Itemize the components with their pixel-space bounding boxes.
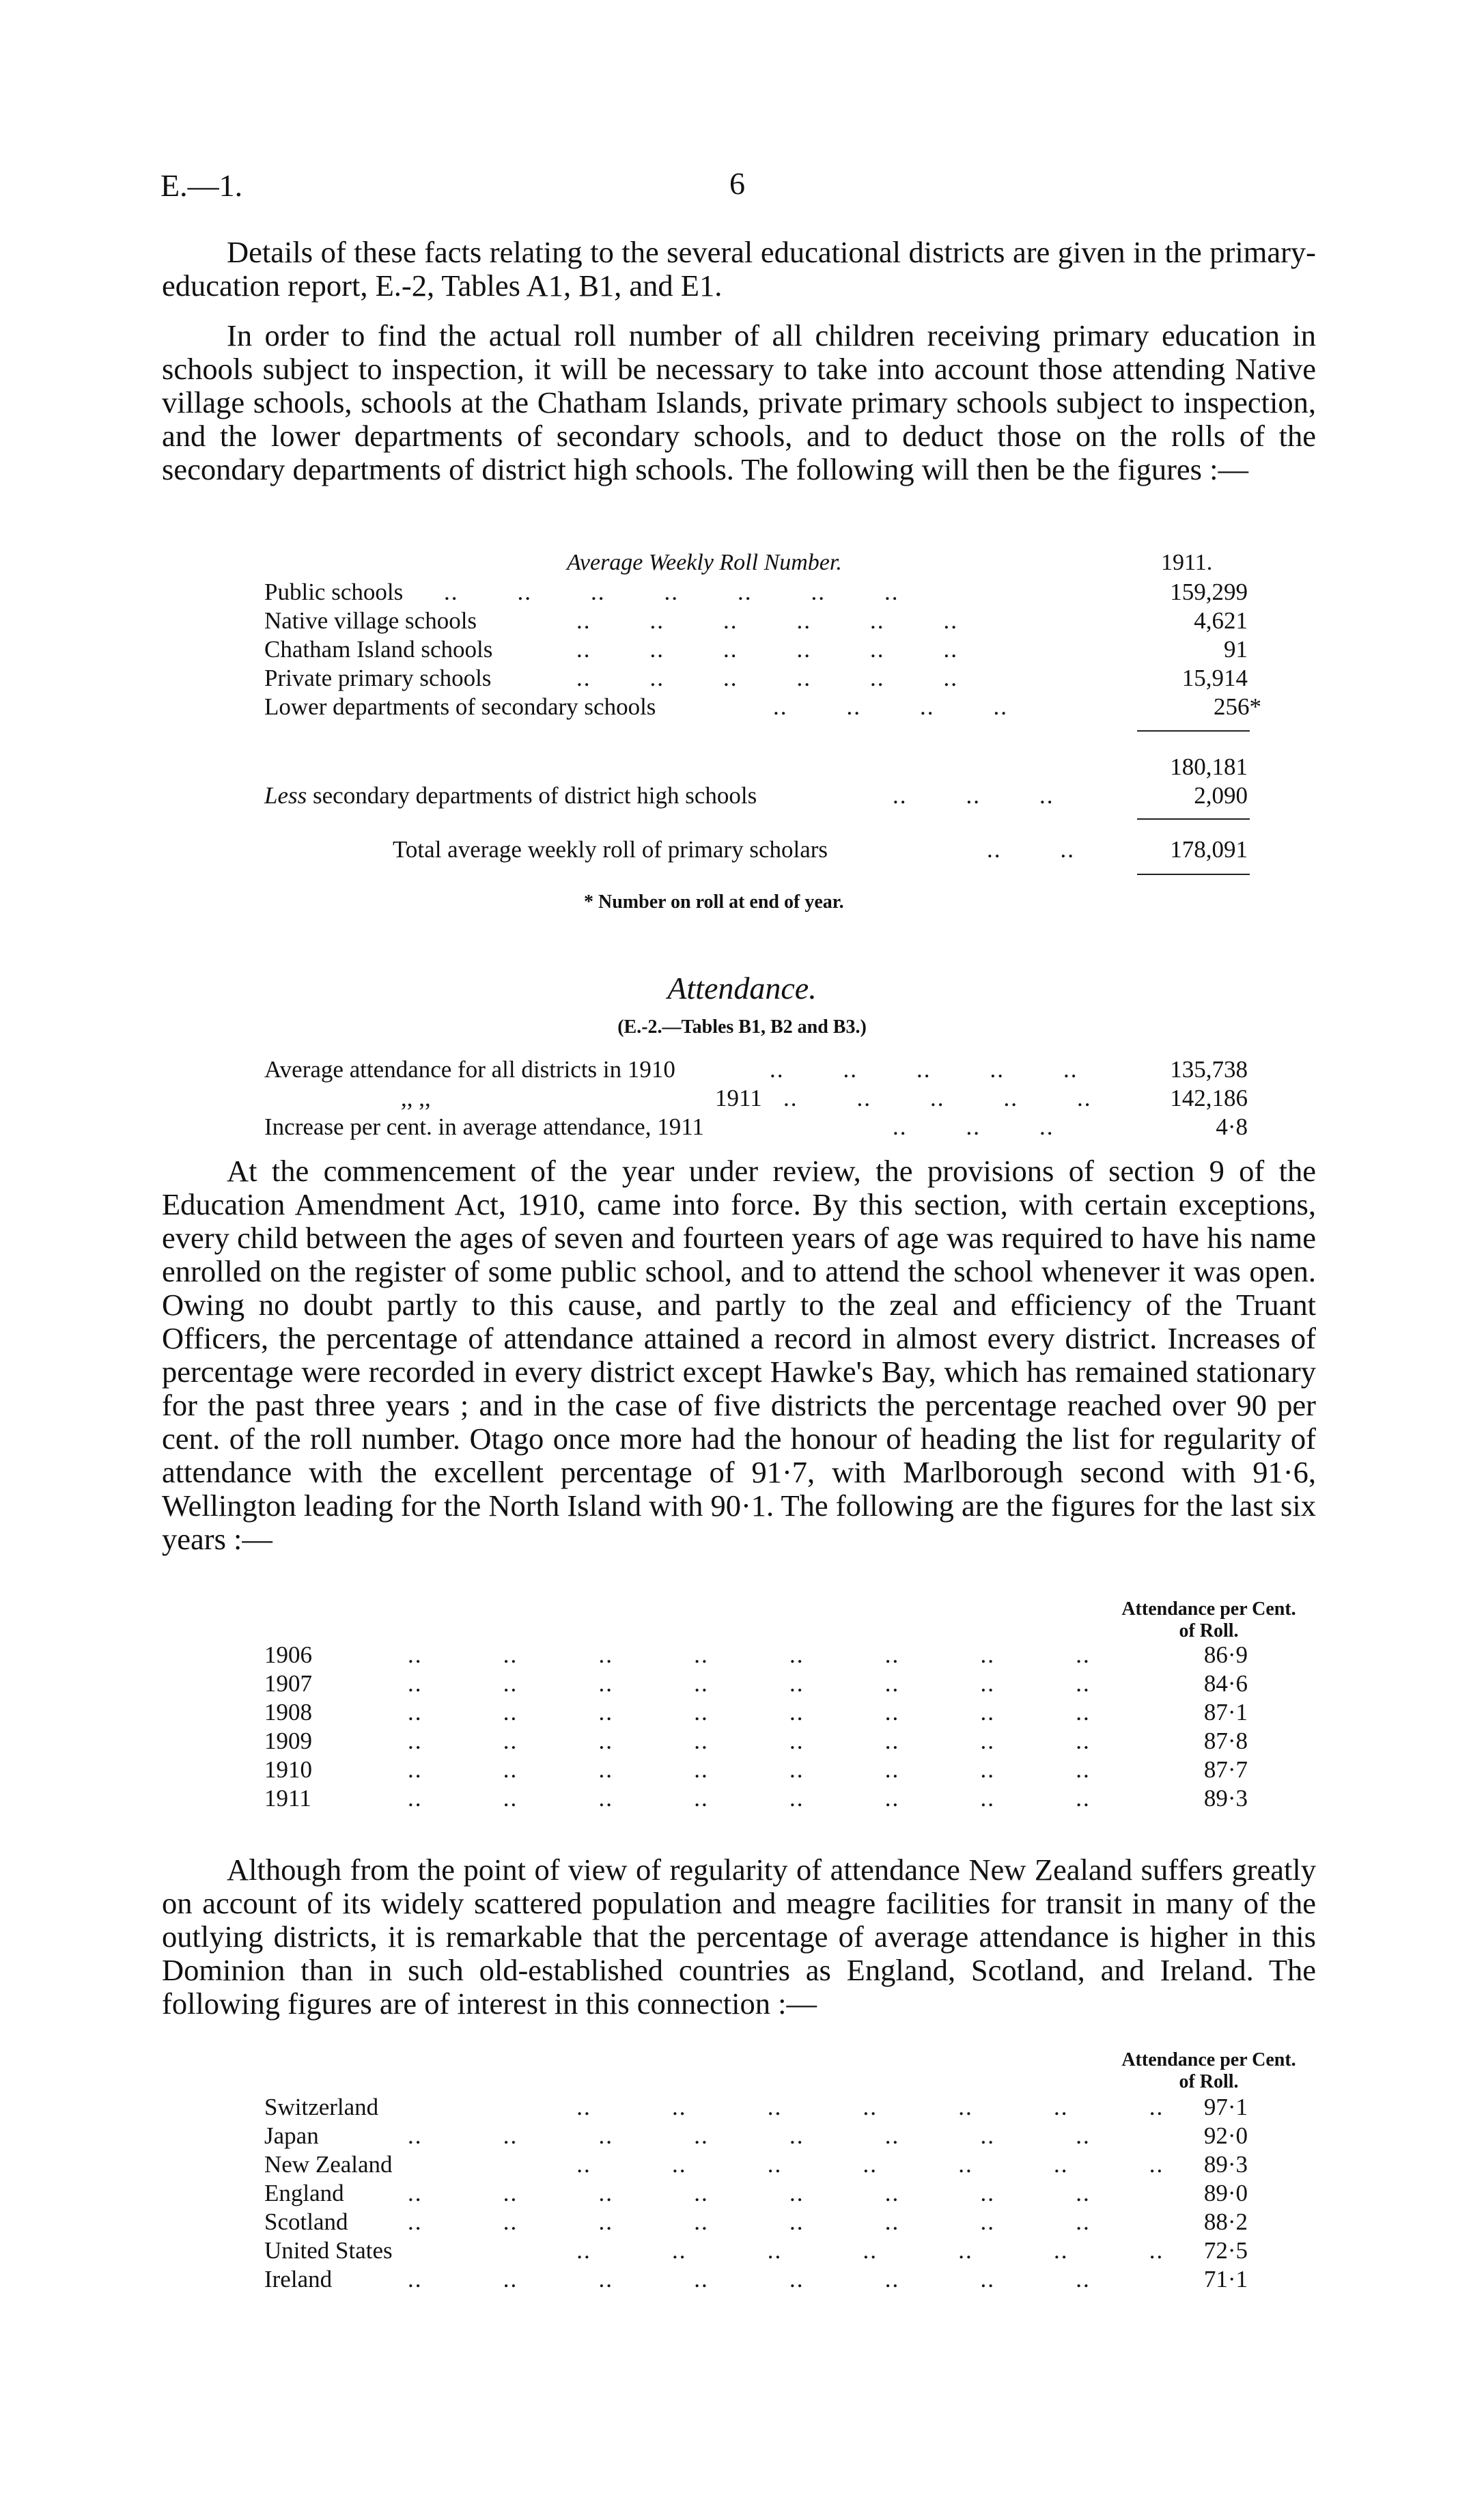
- paragraph-attendance: At the commencement of the year under review, the provisions of section 9 of the Education Amendment Act, 1910, came into force. By this section, with certain exceptions, every child between the ages of seven and fourteen years of age was required to have his name enrolled on the register of some public school, and to attend the school whenever it was open. Owing no doubt partly to this cause, and partly to the zeal and efficiency of the Truant Officers, the percentage of attendance attained a record in almost every district. Increases of percentage were recorded in every district except Hawke's Bay, which has remained stationary for the past three years ; and in the case of five districts the percentage reached over 90 per cent. of the roll number. Otago once more had the honour of heading the list for regularity of attendance with the excellent percentage of 91·7, with Marlborough second with 91·6, Wellington leading for the North Island with 90·1. The following are the figures for the last six years :—: [162, 1154, 1316, 1556]
- roll-row: Native village schools .. .. .. .. .. .. 4,621: [264, 607, 1248, 634]
- report-code: E.—1.: [160, 168, 243, 203]
- paragraph-roll-intro: In order to find the actual roll number of all children receiving primary education in schools subject to inspection, it will be necessary to take into account those attending Native village schools, schools at the Chatham Islands, private primary schools subject to inspection, and the lower departments of secondary schools, and to deduct those on the rolls of the secondary departments of district high schools. The following will then be the figures :—: [162, 318, 1316, 486]
- country-row: Scotland .. .. .. .. .. .. .. .. 88·2: [264, 2208, 1248, 2235]
- roll-total-row: Total average weekly roll of primary scholars .. .. 178,091: [393, 836, 1248, 863]
- attendance-row: Increase per cent. in average attendance, 1911 .. .. .. 4·8: [264, 1113, 1248, 1140]
- attendance-heading: Attendance.: [667, 971, 817, 1006]
- countries-table-heading: Attendance per Cent. of Roll.: [1121, 2049, 1296, 2092]
- attendance-row: Average attendance for all districts in 1910 .. .. .. .. .. 135,738: [264, 1056, 1248, 1083]
- year-row: 1910 .. .. .. .. .. .. .. .. 87·7: [264, 1756, 1248, 1783]
- roll-footnote: * Number on roll at end of year.: [584, 891, 844, 913]
- roll-row: Public schools .. .. .. .. .. .. .. 159,299: [264, 579, 1248, 605]
- country-row: England .. .. .. .. .. .. .. .. 89·0: [264, 2180, 1248, 2206]
- roll-table-heading: Average Weekly Roll Number.: [567, 550, 842, 575]
- attendance-row: ,, ,, 1911 .. .. .. .. .. 142,186: [401, 1085, 1248, 1111]
- paragraph-comparison: Although from the point of view of regularity of attendance New Zealand suffers greatly on account of its widely scattered population and meagre facilities for transit in many of the outlying districts, it is remarkable that the percentage of average attendance is higher in this Dominion than in such old-established countries as England, Scotland, and Ireland. The following figures are of interest in this connection :—: [162, 1853, 1316, 2021]
- roll-less-row: Less secondary departments of district high schools .. .. .. 2,090: [264, 782, 1248, 809]
- attendance-subheading: (E.-2.—Tables B1, B2 and B3.): [617, 1016, 867, 1038]
- country-row: Japan .. .. .. .. .. .. .. .. 92·0: [264, 2122, 1248, 2149]
- country-row: New Zealand .. .. .. .. .. .. .. 89·3: [264, 2151, 1248, 2178]
- country-row: Ireland .. .. .. .. .. .. .. .. 71·1: [264, 2266, 1248, 2292]
- total-rule: [1137, 818, 1250, 820]
- roll-row: Private primary schools .. .. .. .. .. .. 15,914: [264, 665, 1248, 691]
- year-row: 1911 .. .. .. .. .. .. .. .. 89·3: [264, 1785, 1248, 1812]
- country-row: Switzerland .. .. .. .. .. .. .. 97·1: [264, 2094, 1248, 2120]
- year-row: 1907 .. .. .. .. .. .. .. .. 84·6: [264, 1670, 1248, 1697]
- year-row: 1906 .. .. .. .. .. .. .. .. 86·9: [264, 1641, 1248, 1668]
- roll-row: Chatham Island schools .. .. .. .. .. .. 91: [264, 636, 1248, 663]
- country-row: United States .. .. .. .. .. .. .. 72·5: [264, 2237, 1248, 2264]
- page-number: 6: [729, 166, 745, 201]
- roll-subtotal: 180,181: [1170, 753, 1248, 780]
- roll-row: Lower departments of secondary schools .. .. .. .. 256*: [264, 693, 1261, 720]
- year-row: 1908 .. .. .. .. .. .. .. .. 87·1: [264, 1699, 1248, 1725]
- paragraph-details: Details of these facts relating to the several educational districts are given in the primary-education report, E.-2, Tables A1, B1, and E1.: [162, 235, 1316, 303]
- subtotal-rule: [1137, 730, 1250, 732]
- year-row: 1909 .. .. .. .. .. .. .. .. 87·8: [264, 1728, 1248, 1754]
- years-table-heading: Attendance per Cent. of Roll.: [1121, 1598, 1296, 1641]
- total-bottom-rule: [1137, 874, 1250, 875]
- roll-table-year-heading: 1911.: [1161, 550, 1213, 575]
